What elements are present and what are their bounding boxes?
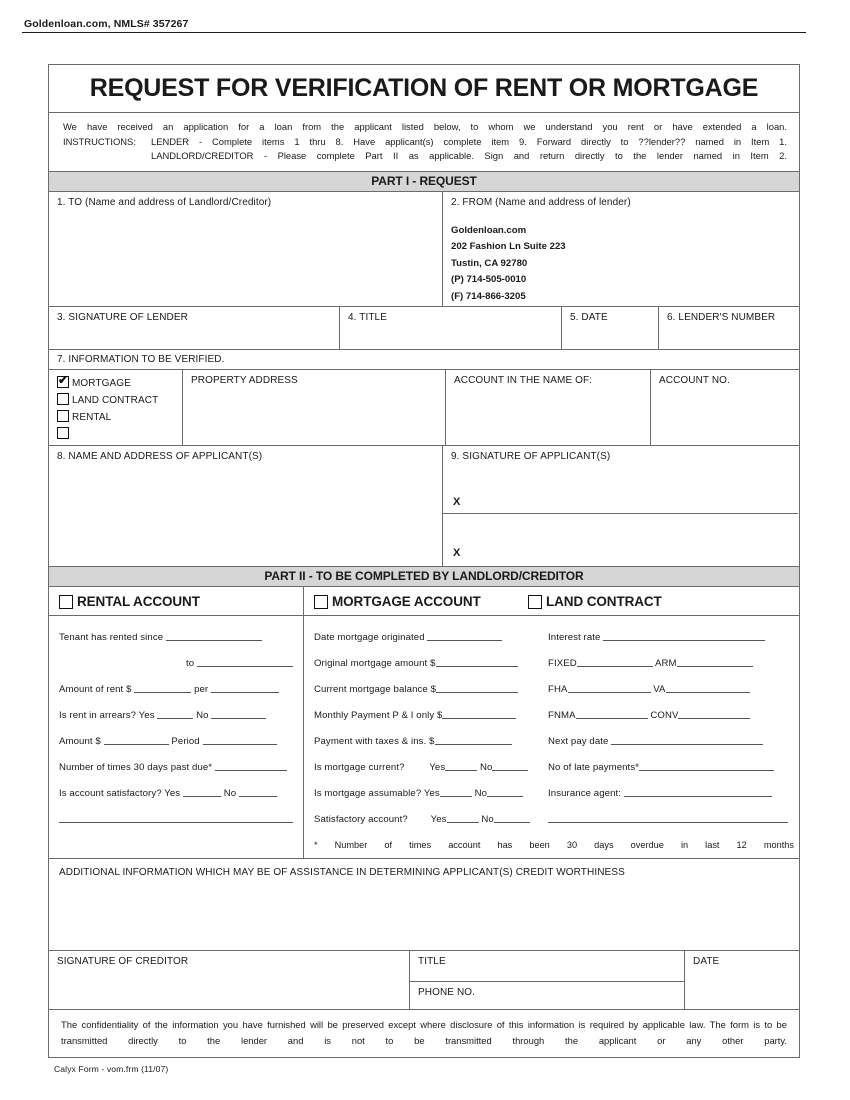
fixed-label: FIXED (548, 657, 577, 669)
next-pay-date-label: Next pay date (548, 735, 609, 747)
checkbox-mortgage-account-icon[interactable] (314, 595, 328, 609)
next-pay-date-blank[interactable] (611, 733, 763, 745)
field-tenant-rented-to[interactable] (59, 651, 293, 677)
satisfactory-account-label: Satisfactory account? (314, 813, 408, 825)
field-tenant-rented-since[interactable] (59, 625, 293, 651)
rental-account-column (49, 616, 303, 858)
mortgage-assumable-yes-label: Yes (423, 787, 440, 799)
letterhead-rule (22, 32, 806, 33)
instructions-lender-line: LENDER - Complete items 1 thru 8. Have applicant(s) complete item 9. Forward directly to ??lender?? named in Item 1. (151, 135, 787, 147)
applicant-name-label: 8. NAME AND ADDRESS OF APPLICANT(S) (57, 450, 263, 462)
field-signature-of-creditor[interactable] (49, 951, 409, 1009)
tenant-rented-since-label: Tenant has rented since (59, 631, 164, 643)
mortgage-assumable-no-label: No (474, 787, 488, 799)
part2-footnote: * Number of times account has been 30 days overdue in last 12 months (314, 839, 794, 850)
original-mortgage-amount-label: Original mortgage amount (314, 657, 428, 669)
satisfactory-yes-label: Yes (430, 813, 447, 825)
form-footer: Calyx Form - vom.frm (11/07) (54, 1063, 169, 1074)
field-date[interactable] (561, 307, 658, 349)
checkbox-rental-icon[interactable] (57, 410, 69, 422)
field-rent-in-arrears[interactable] (59, 703, 293, 729)
account-name-label: ACCOUNT IN THE NAME OF: (454, 374, 593, 386)
letterhead-text: Goldenloan.com, NMLS# 357267 (24, 18, 189, 30)
creditor-title-label: TITLE (418, 955, 446, 967)
no-of-late-payments-blank[interactable] (639, 759, 774, 771)
arrears-amount-blank[interactable] (104, 733, 169, 745)
account-satisfactory-no-label: No (223, 787, 237, 799)
field-fixed-arm[interactable] (548, 651, 788, 677)
insurance-agent-label: Insurance agent: (548, 787, 622, 799)
signature-mark-2: X (453, 546, 461, 559)
checkbox-row-rental-account[interactable] (49, 587, 303, 615)
field-fha-va[interactable] (548, 677, 788, 703)
lender-phone: (P) 714-505-0010 (451, 274, 527, 285)
checkbox-mortgage-account-label: MORTGAGE ACCOUNT (332, 593, 481, 609)
no-of-late-payments-label: No of late payments* (548, 761, 640, 773)
date-label: 5. DATE (570, 311, 608, 323)
satisfactory-no-label: No (481, 813, 494, 825)
checkbox-rental-account-icon[interactable] (59, 595, 73, 609)
field-original-mortgage-amount[interactable] (314, 651, 528, 677)
instructions-label: INSTRUCTIONS: (63, 135, 136, 147)
confidentiality-text: The confidentiality of the information you have furnished will be preserved except where disclosure of this information is required by applicable law. The form is to be transmitted directly to the lender and is not to be transmitted through the applicant or any other party. (61, 1018, 787, 1046)
is-mortgage-current-label: Is mortgage current? (314, 761, 405, 773)
times-30-days-past-due-blank[interactable] (215, 759, 287, 771)
fnma-blank[interactable] (576, 707, 648, 719)
field-creditor-phone[interactable] (410, 981, 684, 1009)
times-30-days-past-due-label: Number of times 30 days past due* (59, 761, 213, 773)
signature-of-lender-label: 3. SIGNATURE OF LENDER (57, 311, 188, 323)
field-lenders-number[interactable] (658, 307, 798, 349)
field-times-30-days-past-due[interactable] (59, 755, 293, 781)
mortgage-current-no-label: No (480, 761, 493, 773)
field-satisfactory-account[interactable] (314, 807, 528, 833)
instructions-landlord-line: LANDLORD/CREDITOR - Please complete Part II as applicable. Sign and return directly to the lender named in Item 2. (151, 150, 787, 161)
creditor-phone-label: PHONE NO. (418, 986, 476, 998)
rent-arrears-no-blank[interactable] (211, 707, 266, 719)
part2-body (48, 616, 800, 859)
field-from-lender (442, 192, 798, 306)
checkbox-row-land-contract-account[interactable] (518, 587, 798, 615)
page-title: REQUEST FOR VERIFICATION OF RENT OR MORTGAGE (89, 74, 759, 102)
field-creditor-date[interactable] (684, 951, 798, 1009)
field-applicant-name-address[interactable] (49, 446, 442, 566)
va-label: VA (653, 683, 666, 695)
info-to-be-verified-label: 7. INFORMATION TO BE VERIFIED. (57, 353, 225, 365)
checkbox-land-contract-icon[interactable] (57, 393, 69, 405)
payment-taxes-dollar: $ (429, 735, 435, 747)
rent-arrears-no-label: No (196, 709, 209, 721)
part1-banner: PART I - REQUEST (48, 172, 800, 192)
instructions-box (48, 112, 800, 172)
row-info-to-be-verified (48, 350, 800, 370)
checkbox-row-mortgage[interactable] (57, 375, 176, 392)
field-applicant-signature-2[interactable] (443, 514, 798, 564)
lender-address-line-1: Goldenloan.com (451, 224, 527, 236)
arrears-period-label: Period (171, 735, 200, 747)
arrears-amount-label: Amount $ (59, 735, 101, 747)
title-label: 4. TITLE (348, 311, 387, 323)
insurance-agent-blank[interactable] (624, 785, 772, 797)
field-fnma-conv[interactable] (548, 703, 788, 729)
instructions-landlord-row (63, 149, 787, 164)
mortgage-assumable-yes-blank[interactable] (440, 785, 472, 797)
rental-extra-blank[interactable] (59, 811, 293, 823)
lenders-number-label: 6. LENDER'S NUMBER (667, 311, 776, 323)
from-label: 2. FROM (Name and address of lender) (451, 196, 631, 208)
lender-address (451, 223, 792, 306)
field-arrears-amount[interactable] (59, 729, 293, 755)
conv-label: CONV (650, 709, 679, 721)
checkbox-row-rental[interactable] (57, 409, 176, 426)
checkbox-mortgage-icon[interactable] (57, 376, 69, 388)
satisfactory-yes-blank[interactable] (447, 811, 479, 823)
account-satisfactory-label: Is account satisfactory? Yes (59, 787, 181, 799)
monthly-payment-pi-label: Monthly Payment P & I only (314, 709, 435, 721)
field-signature-of-lender[interactable] (49, 307, 339, 349)
monthly-payment-pi-blank[interactable] (442, 707, 516, 719)
field-is-mortgage-assumable[interactable] (314, 781, 528, 807)
field-rental-extra-line[interactable] (59, 807, 293, 833)
mortgage-current-no-blank[interactable] (492, 759, 528, 771)
field-creditor-title[interactable] (410, 951, 684, 981)
arm-label: ARM (655, 657, 677, 669)
instructions-intro: We have received an application for a loan from the applicant listed below, to whom we understand you rent or have extended a loan. (63, 121, 787, 132)
original-mortgage-amount-blank[interactable] (436, 655, 518, 667)
checkbox-row-mortgage-account[interactable] (303, 587, 518, 615)
mortgage-current-yes-blank[interactable] (445, 759, 477, 771)
field-additional-information[interactable] (48, 859, 800, 951)
confidentiality-notice (48, 1010, 800, 1058)
creditor-title-phone-group (409, 951, 684, 1009)
field-applicant-signature-1[interactable] (443, 446, 798, 514)
rent-arrears-yes-blank[interactable] (157, 707, 193, 719)
property-address-label: PROPERTY ADDRESS (191, 374, 298, 386)
info-to-be-verified (49, 350, 798, 369)
mortgage-extra-blank[interactable] (548, 811, 788, 823)
field-payment-with-taxes-ins[interactable] (314, 729, 528, 755)
date-mortgage-originated-label: Date mortgage originated (314, 631, 425, 643)
field-date-mortgage-originated[interactable] (314, 625, 528, 651)
original-mortgage-dollar: $ (430, 657, 436, 669)
applicant-signature-group (442, 446, 798, 566)
row-signature-title-date-number (48, 307, 800, 350)
amount-of-rent-blank[interactable] (134, 681, 191, 693)
date-mortgage-originated-blank[interactable] (427, 629, 502, 641)
payment-with-taxes-ins-label: Payment with taxes & ins. (314, 735, 427, 747)
lender-fax: (F) 714-866-3205 (451, 290, 526, 302)
checkbox-rental-account-label: RENTAL ACCOUNT (77, 593, 200, 609)
part2-account-type-row (48, 587, 800, 616)
applicant-signature-label: 9. SIGNATURE OF APPLICANT(S) (451, 450, 611, 462)
tenant-rented-since-blank[interactable] (166, 629, 262, 641)
checkbox-land-contract-account-label: LAND CONTRACT (546, 593, 662, 609)
signature-mark-1: X (453, 495, 461, 508)
field-current-mortgage-balance[interactable] (314, 677, 528, 703)
fha-blank[interactable] (568, 681, 651, 693)
creditor-date-label: DATE (693, 955, 720, 967)
interest-rate-blank[interactable] (603, 629, 765, 641)
va-blank[interactable] (666, 681, 750, 693)
field-account-name[interactable] (445, 370, 650, 445)
arrears-period-blank[interactable] (203, 733, 277, 745)
lender-address-line-3: Tustin, CA 92780 (451, 257, 528, 269)
current-mortgage-balance-label: Current mortgage balance (314, 683, 428, 695)
rent-per-label: per (194, 683, 209, 695)
to-label: 1. TO (Name and address of Landlord/Creditor) (57, 196, 272, 208)
instructions-lender-row (63, 135, 787, 150)
checkbox-row-other[interactable] (57, 426, 176, 443)
row-creditor-signature (48, 951, 800, 1010)
field-account-number[interactable] (650, 370, 798, 445)
checkbox-row-land-contract[interactable] (57, 392, 176, 409)
interest-rate-label: Interest rate (548, 631, 601, 643)
account-satisfactory-no-blank[interactable] (239, 785, 277, 797)
amount-of-rent-label: Amount of rent $ (59, 683, 132, 695)
signature-of-creditor-label: SIGNATURE OF CREDITOR (57, 955, 189, 967)
field-lender-title[interactable] (339, 307, 561, 349)
account-no-label: ACCOUNT NO. (659, 374, 730, 386)
fnma-label: FNMA (548, 709, 576, 721)
checkbox-land-contract-label: LAND CONTRACT (72, 394, 159, 406)
field-next-pay-date[interactable] (548, 729, 788, 755)
checkbox-land-contract-account-icon[interactable] (528, 595, 542, 609)
satisfactory-no-blank[interactable] (494, 811, 530, 823)
field-interest-rate[interactable] (548, 625, 788, 651)
part2-banner: PART II - TO BE COMPLETED BY LANDLORD/CREDITOR (48, 567, 800, 587)
field-property-address[interactable] (182, 370, 445, 445)
conv-blank[interactable] (678, 707, 750, 719)
mortgage-current-yes-label: Yes (429, 761, 446, 773)
additional-information-label: ADDITIONAL INFORMATION WHICH MAY BE OF ASSISTANCE IN DETERMINING APPLICANT(S) CREDIT WORTHINESS (59, 866, 625, 878)
field-mortgage-extra-line[interactable] (548, 807, 788, 833)
fha-label: FHA (548, 683, 568, 695)
field-amount-of-rent[interactable] (59, 677, 293, 703)
rent-per-blank[interactable] (211, 681, 279, 693)
checkbox-rental-label: RENTAL (72, 411, 112, 423)
checkbox-other-label (69, 429, 72, 440)
verification-form (48, 64, 800, 1074)
checkbox-other-icon[interactable] (57, 427, 69, 439)
field-to-landlord[interactable] (49, 192, 442, 306)
row-applicant (48, 446, 800, 567)
field-is-mortgage-current[interactable] (314, 755, 528, 781)
row-verify-details (48, 370, 800, 446)
arm-blank[interactable] (677, 655, 753, 667)
mortgage-details-column (538, 616, 798, 858)
mortgage-assumable-no-blank[interactable] (487, 785, 523, 797)
row-to-from (48, 192, 800, 307)
current-mortgage-balance-blank[interactable] (436, 681, 518, 693)
form-title-box (48, 64, 800, 112)
checkbox-mortgage-label: MORTGAGE (72, 377, 131, 389)
lender-address-line-2: 202 Fashion Ln Suite 223 (451, 241, 566, 252)
tenant-rented-to-blank[interactable] (197, 655, 293, 667)
fixed-blank[interactable] (577, 655, 653, 667)
is-mortgage-assumable-label: Is mortgage assumable? (314, 787, 422, 799)
tenant-rented-to-label: to (186, 657, 195, 669)
current-balance-dollar: $ (430, 683, 437, 695)
payment-with-taxes-ins-blank[interactable] (435, 733, 512, 745)
field-no-of-late-payments[interactable] (548, 755, 788, 781)
monthly-payment-dollar: $ (437, 709, 443, 721)
field-insurance-agent[interactable] (548, 781, 788, 807)
account-satisfactory-yes-blank[interactable] (183, 785, 221, 797)
rent-in-arrears-label: Is rent in arrears? Yes (59, 709, 155, 721)
verify-checkbox-group (49, 370, 182, 445)
letterhead (22, 18, 806, 33)
field-account-satisfactory[interactable] (59, 781, 293, 807)
field-monthly-payment-pi[interactable] (314, 703, 528, 729)
